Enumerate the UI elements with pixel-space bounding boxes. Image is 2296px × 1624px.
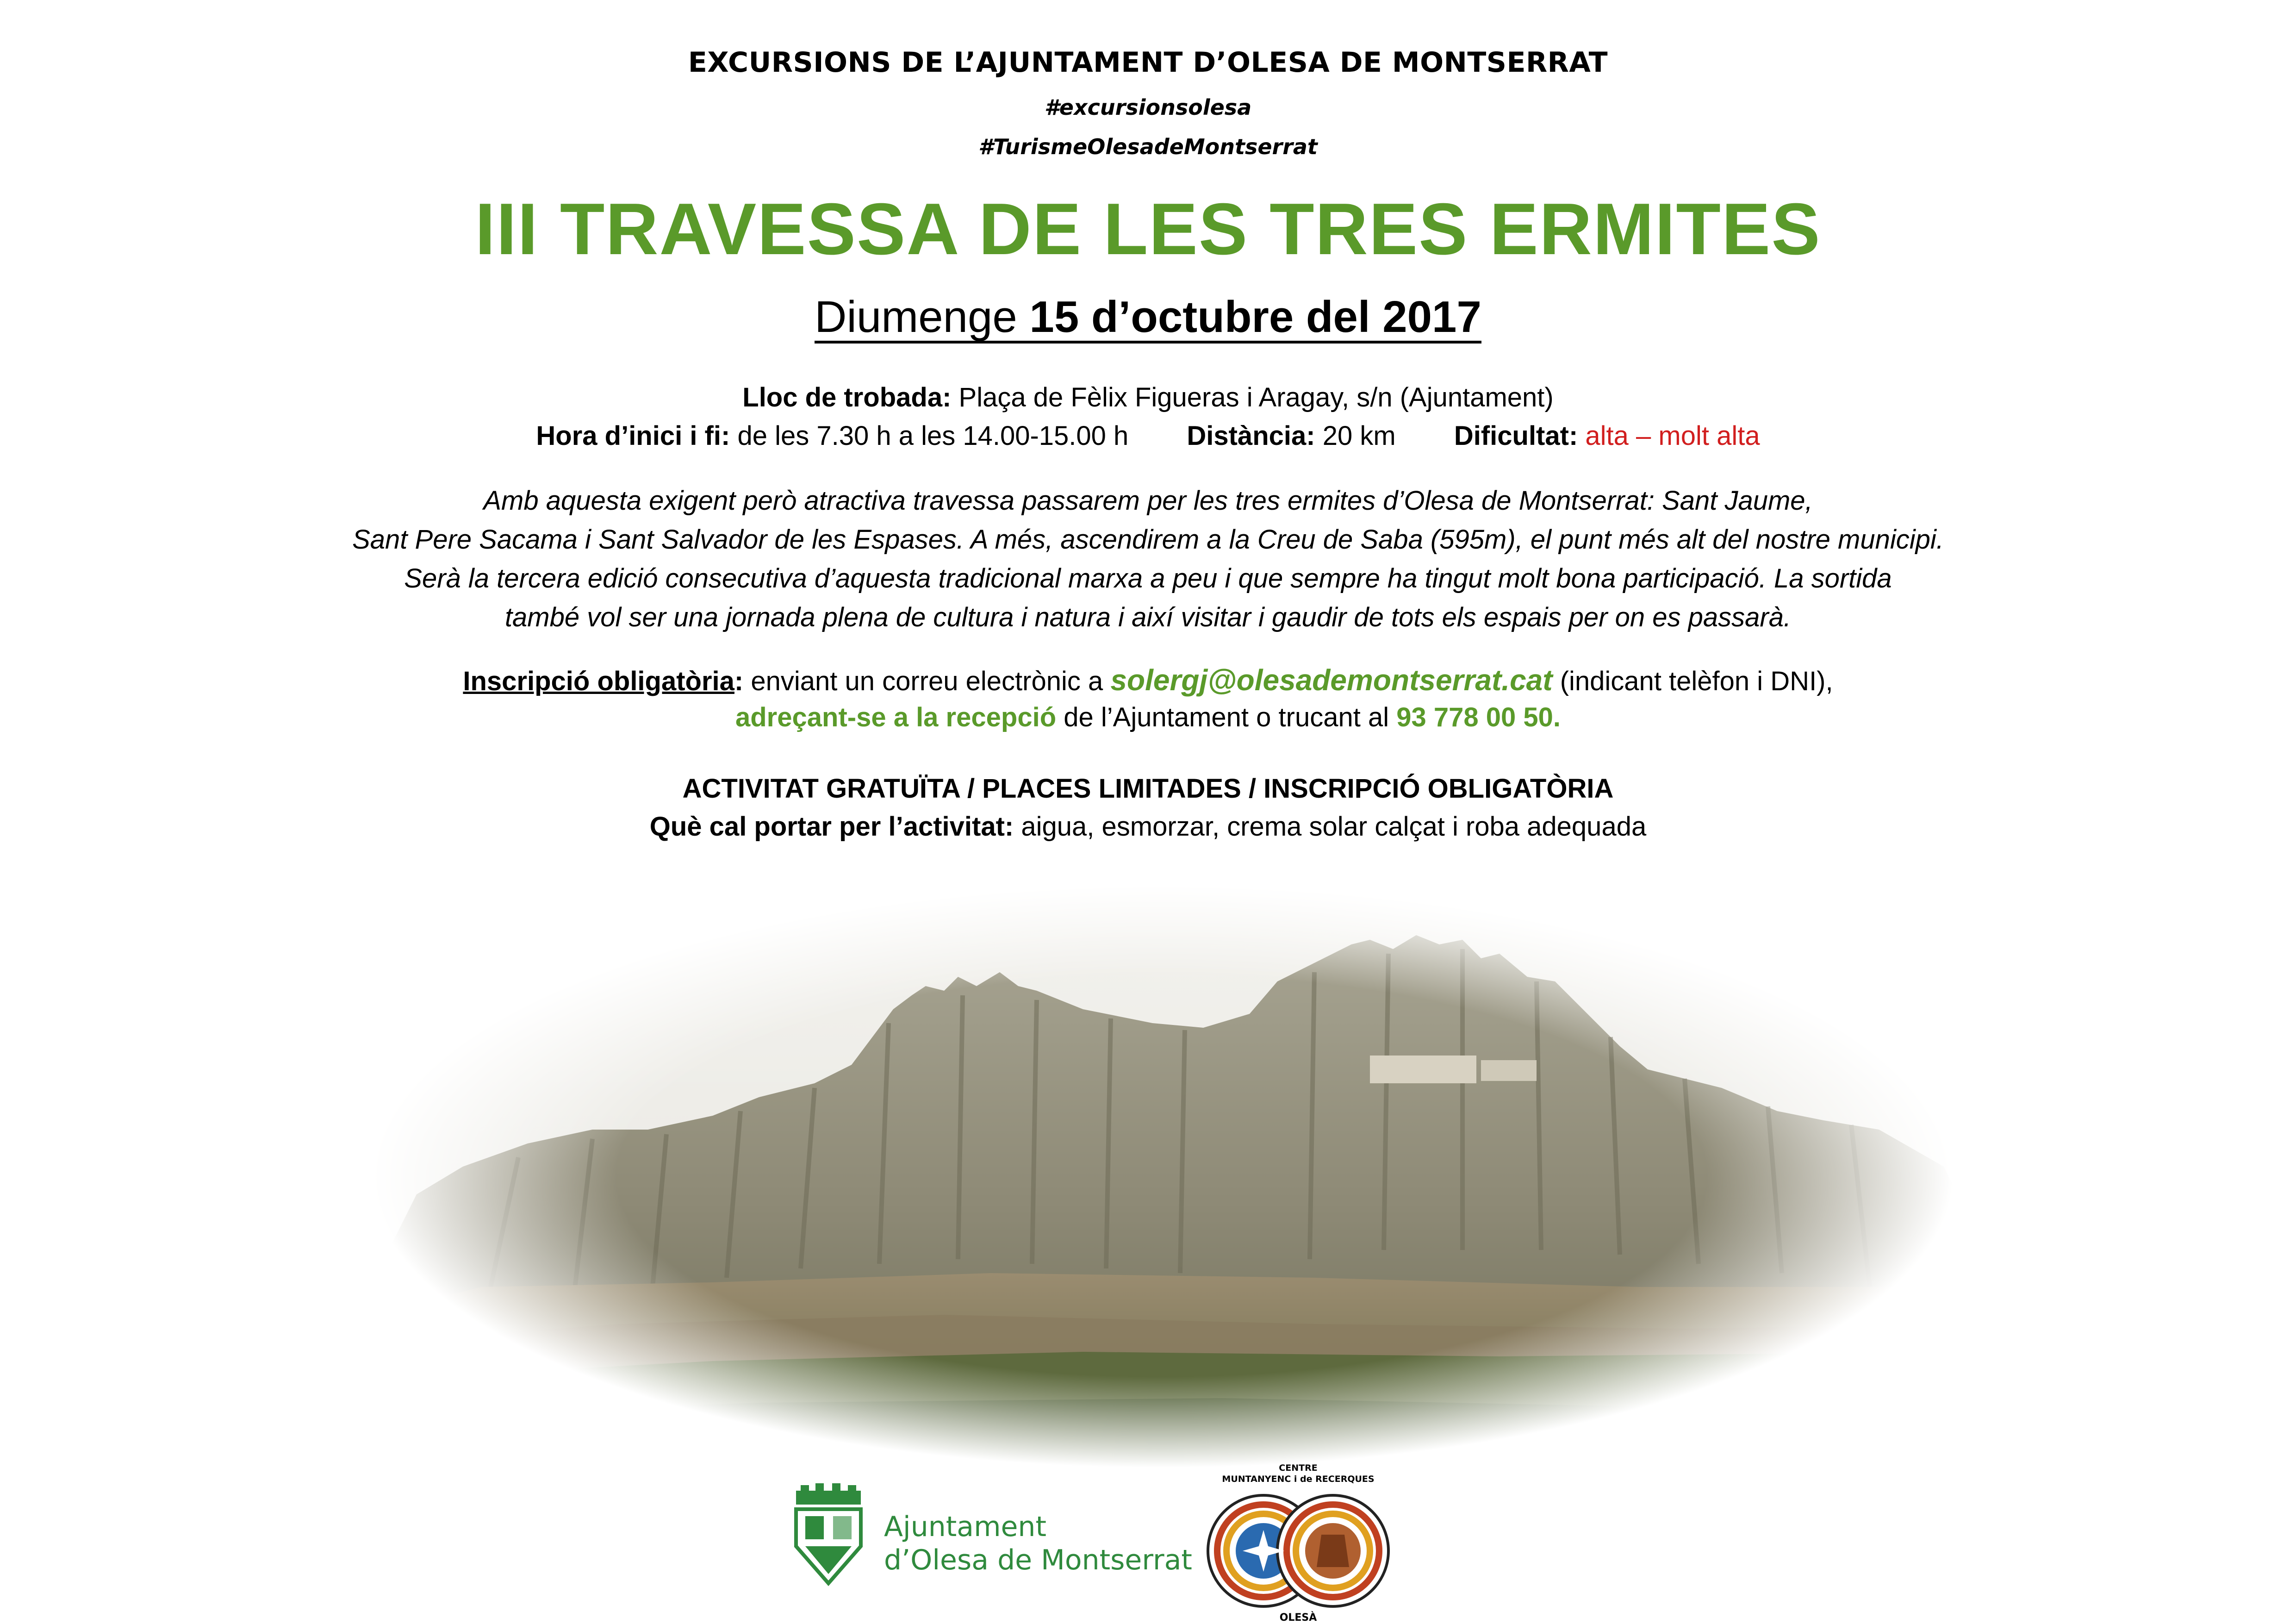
difficulty-value: alta – molt alta	[1585, 421, 1760, 451]
registration-text-2: de l’Ajuntament o trucant al	[1064, 702, 1389, 732]
cmr-emblem-icon	[1189, 1486, 1407, 1611]
schedule-line	[0, 420, 2296, 451]
event-title: III TRAVESSA DE LES TRES ERMITES	[475, 188, 1821, 270]
cmr-line3: OLESÀ	[1279, 1612, 1317, 1624]
difficulty-label: Dificultat:	[1454, 421, 1578, 451]
cmr-logo	[1189, 1463, 1407, 1624]
date-day-label: Diumenge	[815, 292, 1017, 342]
event-date	[0, 292, 2296, 344]
registration-note: (indicant telèfon i DNI),	[1560, 666, 1833, 696]
organizer-heading: EXCURSIONS DE L’AJUNTAMENT D’OLESA DE MONTSERRAT	[688, 46, 1608, 79]
description-line: també vol ser una jornada plena de cultura i natura i així visitar i gaudir de tots els espais per on es passarà.	[504, 602, 1792, 632]
description-line: Serà la tercera edició consecutiva d’aquesta tradicional marxa a peu i que sempre ha tingut molt bona participació. La sortida	[404, 563, 1892, 593]
hashtag-tourism: #TurismeOlesadeMontserrat	[978, 134, 1318, 159]
activity-headline: ACTIVITAT GRATUÏTA / PLACES LIMITADES / INSCRIPCIÓ OBLIGATÒRIA	[682, 774, 1614, 804]
cmr-line2: MUNTANYENC i de RECERQUES	[1222, 1474, 1375, 1484]
meeting-label: Lloc de trobada:	[742, 382, 952, 412]
registration-colon: :	[734, 666, 744, 696]
hashtag-excursions: #excursionsolesa	[1044, 95, 1252, 120]
registration-label: Inscripció obligatòria	[463, 666, 734, 696]
description	[0, 481, 2296, 637]
distance-label: Distància:	[1187, 421, 1315, 451]
time-label: Hora d’inici i fi:	[536, 421, 730, 451]
ajuntament-name-line2: d’Olesa de Montserrat	[884, 1544, 1192, 1576]
meeting-point	[0, 382, 2296, 413]
date-text: 15 d’octubre del 2017	[1029, 292, 1481, 342]
montserrat-photo	[296, 870, 2027, 1468]
description-line: Amb aquesta exigent però atractiva travessa passarem per les tres ermites d’Olesa de Montserrat: Sant Jaume,	[483, 486, 1813, 516]
meeting-value: Plaça de Fèlix Figueras i Aragay, s/n (Ajuntament)	[958, 382, 1554, 412]
ajuntament-logo	[787, 1481, 1192, 1588]
distance-value: 20 km	[1322, 421, 1396, 451]
bring-value: aigua, esmorzar, crema solar calçat i roba adequada	[1021, 812, 1647, 842]
phone-number[interactable]: 93 778 00 50.	[1396, 702, 1561, 732]
registration-text: enviant un correu electrònic a	[751, 666, 1103, 696]
cmr-line1: CENTRE	[1279, 1463, 1318, 1473]
ajuntament-crest-icon	[787, 1481, 870, 1588]
registration-line-1	[0, 663, 2296, 697]
registration-line-2	[0, 702, 2296, 733]
description-line: Sant Pere Sacama i Sant Salvador de les Espases. A més, ascendirem a la Creu de Saba (595m), el punt més alt del nostre municipi.	[352, 525, 1944, 555]
bring-label: Què cal portar per l’activitat:	[649, 812, 1014, 842]
time-value: de les 7.30 h a les 14.00-15.00 h	[737, 421, 1129, 451]
bring-line	[0, 811, 2296, 842]
ajuntament-name-line1: Ajuntament	[884, 1511, 1046, 1543]
email-link[interactable]: solergj@olesademontserrat.cat	[1110, 663, 1553, 697]
reception-text: adreçant-se a la recepció	[735, 702, 1057, 732]
